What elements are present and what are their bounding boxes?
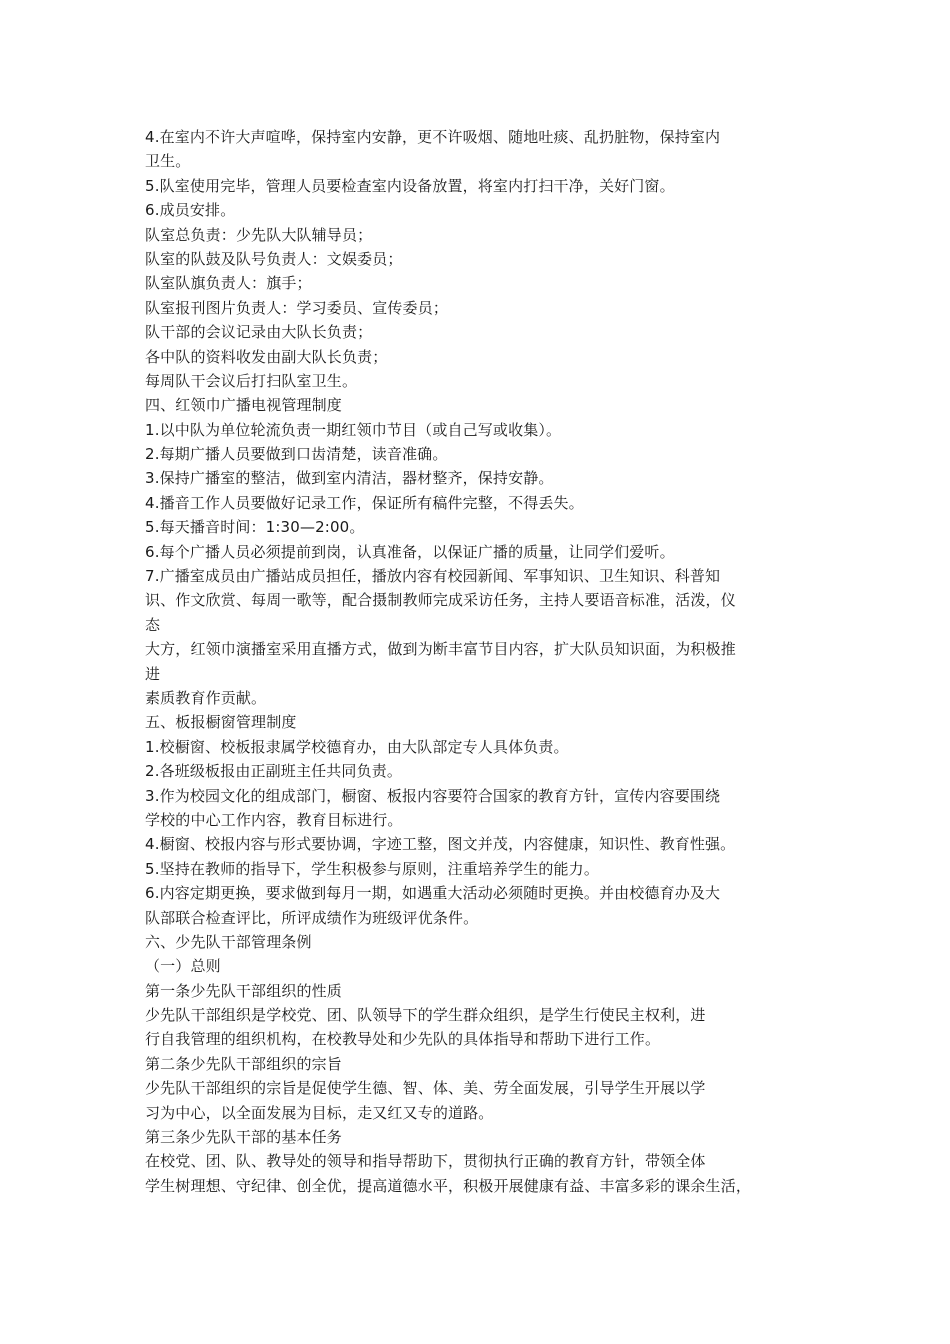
text-line: 4.播音工作人员要做好记录工作，保证所有稿件完整，不得丢失。 [145,493,584,512]
text-line: 进 [145,664,161,683]
subsection-heading: （一）总则 [145,957,221,976]
text-line: 队干部的会议记录由大队长负责； [145,323,373,342]
text-line: 队室总负责：少先队大队辅导员； [145,225,373,244]
text-line: 素质教育作贡献。 [145,688,267,707]
text-line: 3.作为校园文化的组成部门，橱窗、板报内容要符合国家的教育方针，宣传内容要围绕 [145,786,721,805]
text-line: 3.保持广播室的整洁，做到室内清洁，器材整齐，保持安静。 [145,469,554,488]
text-line: 6.成员安排。 [145,201,236,220]
text-line: 每周队干会议后打扫队室卫生。 [145,371,358,390]
article-heading: 第一条少先队干部组织的性质 [145,981,342,1000]
article-heading: 第二条少先队干部组织的宗旨 [145,1054,342,1073]
text-line: 在校党、团、队、教导处的领导和指导帮助下，贯彻执行正确的教育方针，带领全体 [145,1152,706,1171]
text-line: 少先队干部组织的宗旨是促使学生德、智、体、美、劳全面发展，引导学生开展以学 [145,1079,706,1098]
article-heading: 第三条少先队干部的基本任务 [145,1128,342,1147]
section-heading: 六、少先队干部管理条例 [145,932,312,951]
section-heading: 五、板报橱窗管理制度 [145,713,297,732]
text-line: 2.各班级板报由正副班主任共同负责。 [145,762,403,781]
text-line: 习为中心，以全面发展为目标，走又红又专的道路。 [145,1103,494,1122]
text-line: 少先队干部组织是学校党、团、队领导下的学生群众组织，是学生行使民主权利，进 [145,1006,706,1025]
text-line: 7.广播室成员由广播站成员担任，播放内容有校园新闻、军事知识、卫生知识、科普知 [145,567,721,586]
section-heading: 四、红领巾广播电视管理制度 [145,396,342,415]
text-line: 5.队室使用完毕，管理人员要检查室内设备放置，将室内打扫干净，关好门窗。 [145,176,675,195]
text-line: 队室队旗负责人：旗手； [145,274,312,293]
text-line: 各中队的资料收发由副大队长负责； [145,347,388,366]
text-line: 2.每期广播人员要做到口齿清楚，读音准确。 [145,445,448,464]
text-line: 学生树理想、守纪律、创全优，提高道德水平，积极开展健康有益、丰富多彩的课余生活， [145,1176,752,1195]
text-line: 卫生。 [145,152,191,171]
text-line: 4.橱窗、校报内容与形式要协调，字迹工整，图文并茂，内容健康，知识性、教育性强。 [145,835,736,854]
text-line: 6.内容定期更换，要求做到每月一期，如遇重大活动必须随时更换。并由校德育办及大 [145,884,721,903]
text-line: 5.坚持在教师的指导下，学生积极参与原则，注重培养学生的能力。 [145,859,599,878]
text-line: 1.校橱窗、校板报隶属学校德育办，由大队部定专人具体负责。 [145,737,569,756]
document-body [145,125,810,1198]
text-line: 队室报刊图片负责人：学习委员、宣传委员； [145,298,449,317]
text-line: 学校的中心工作内容，教育目标进行。 [145,810,403,829]
text-line: 态 [145,615,161,634]
text-line: 队部联合检查评比，所评成绩作为班级评优条件。 [145,908,479,927]
text-line: 5.每天播音时间：1:30—2:00。 [145,518,365,537]
text-line: 大方，红领巾演播室采用直播方式，做到为断丰富节目内容，扩大队员知识面，为积极推 [145,640,736,659]
text-line: 识、作文欣赏、每周一歌等，配合摄制教师完成采访任务，主持人要语音标准，活泼，仪 [145,591,736,610]
text-line: 4.在室内不许大声喧哗，保持室内安静，更不许吸烟、随地吐痰、乱扔脏物，保持室内 [145,128,721,146]
text-line: 队室的队鼓及队号负责人：文娱委员； [145,249,403,268]
text-line: 1.以中队为单位轮流负责一期红领巾节目（或自己写或收集）。 [145,420,562,439]
text-line: 6.每个广播人员必须提前到岗，认真准备，以保证广播的质量，让同学们爱听。 [145,542,675,561]
text-line: 行自我管理的组织机构，在校教导处和少先队的具体指导和帮助下进行工作。 [145,1030,661,1049]
